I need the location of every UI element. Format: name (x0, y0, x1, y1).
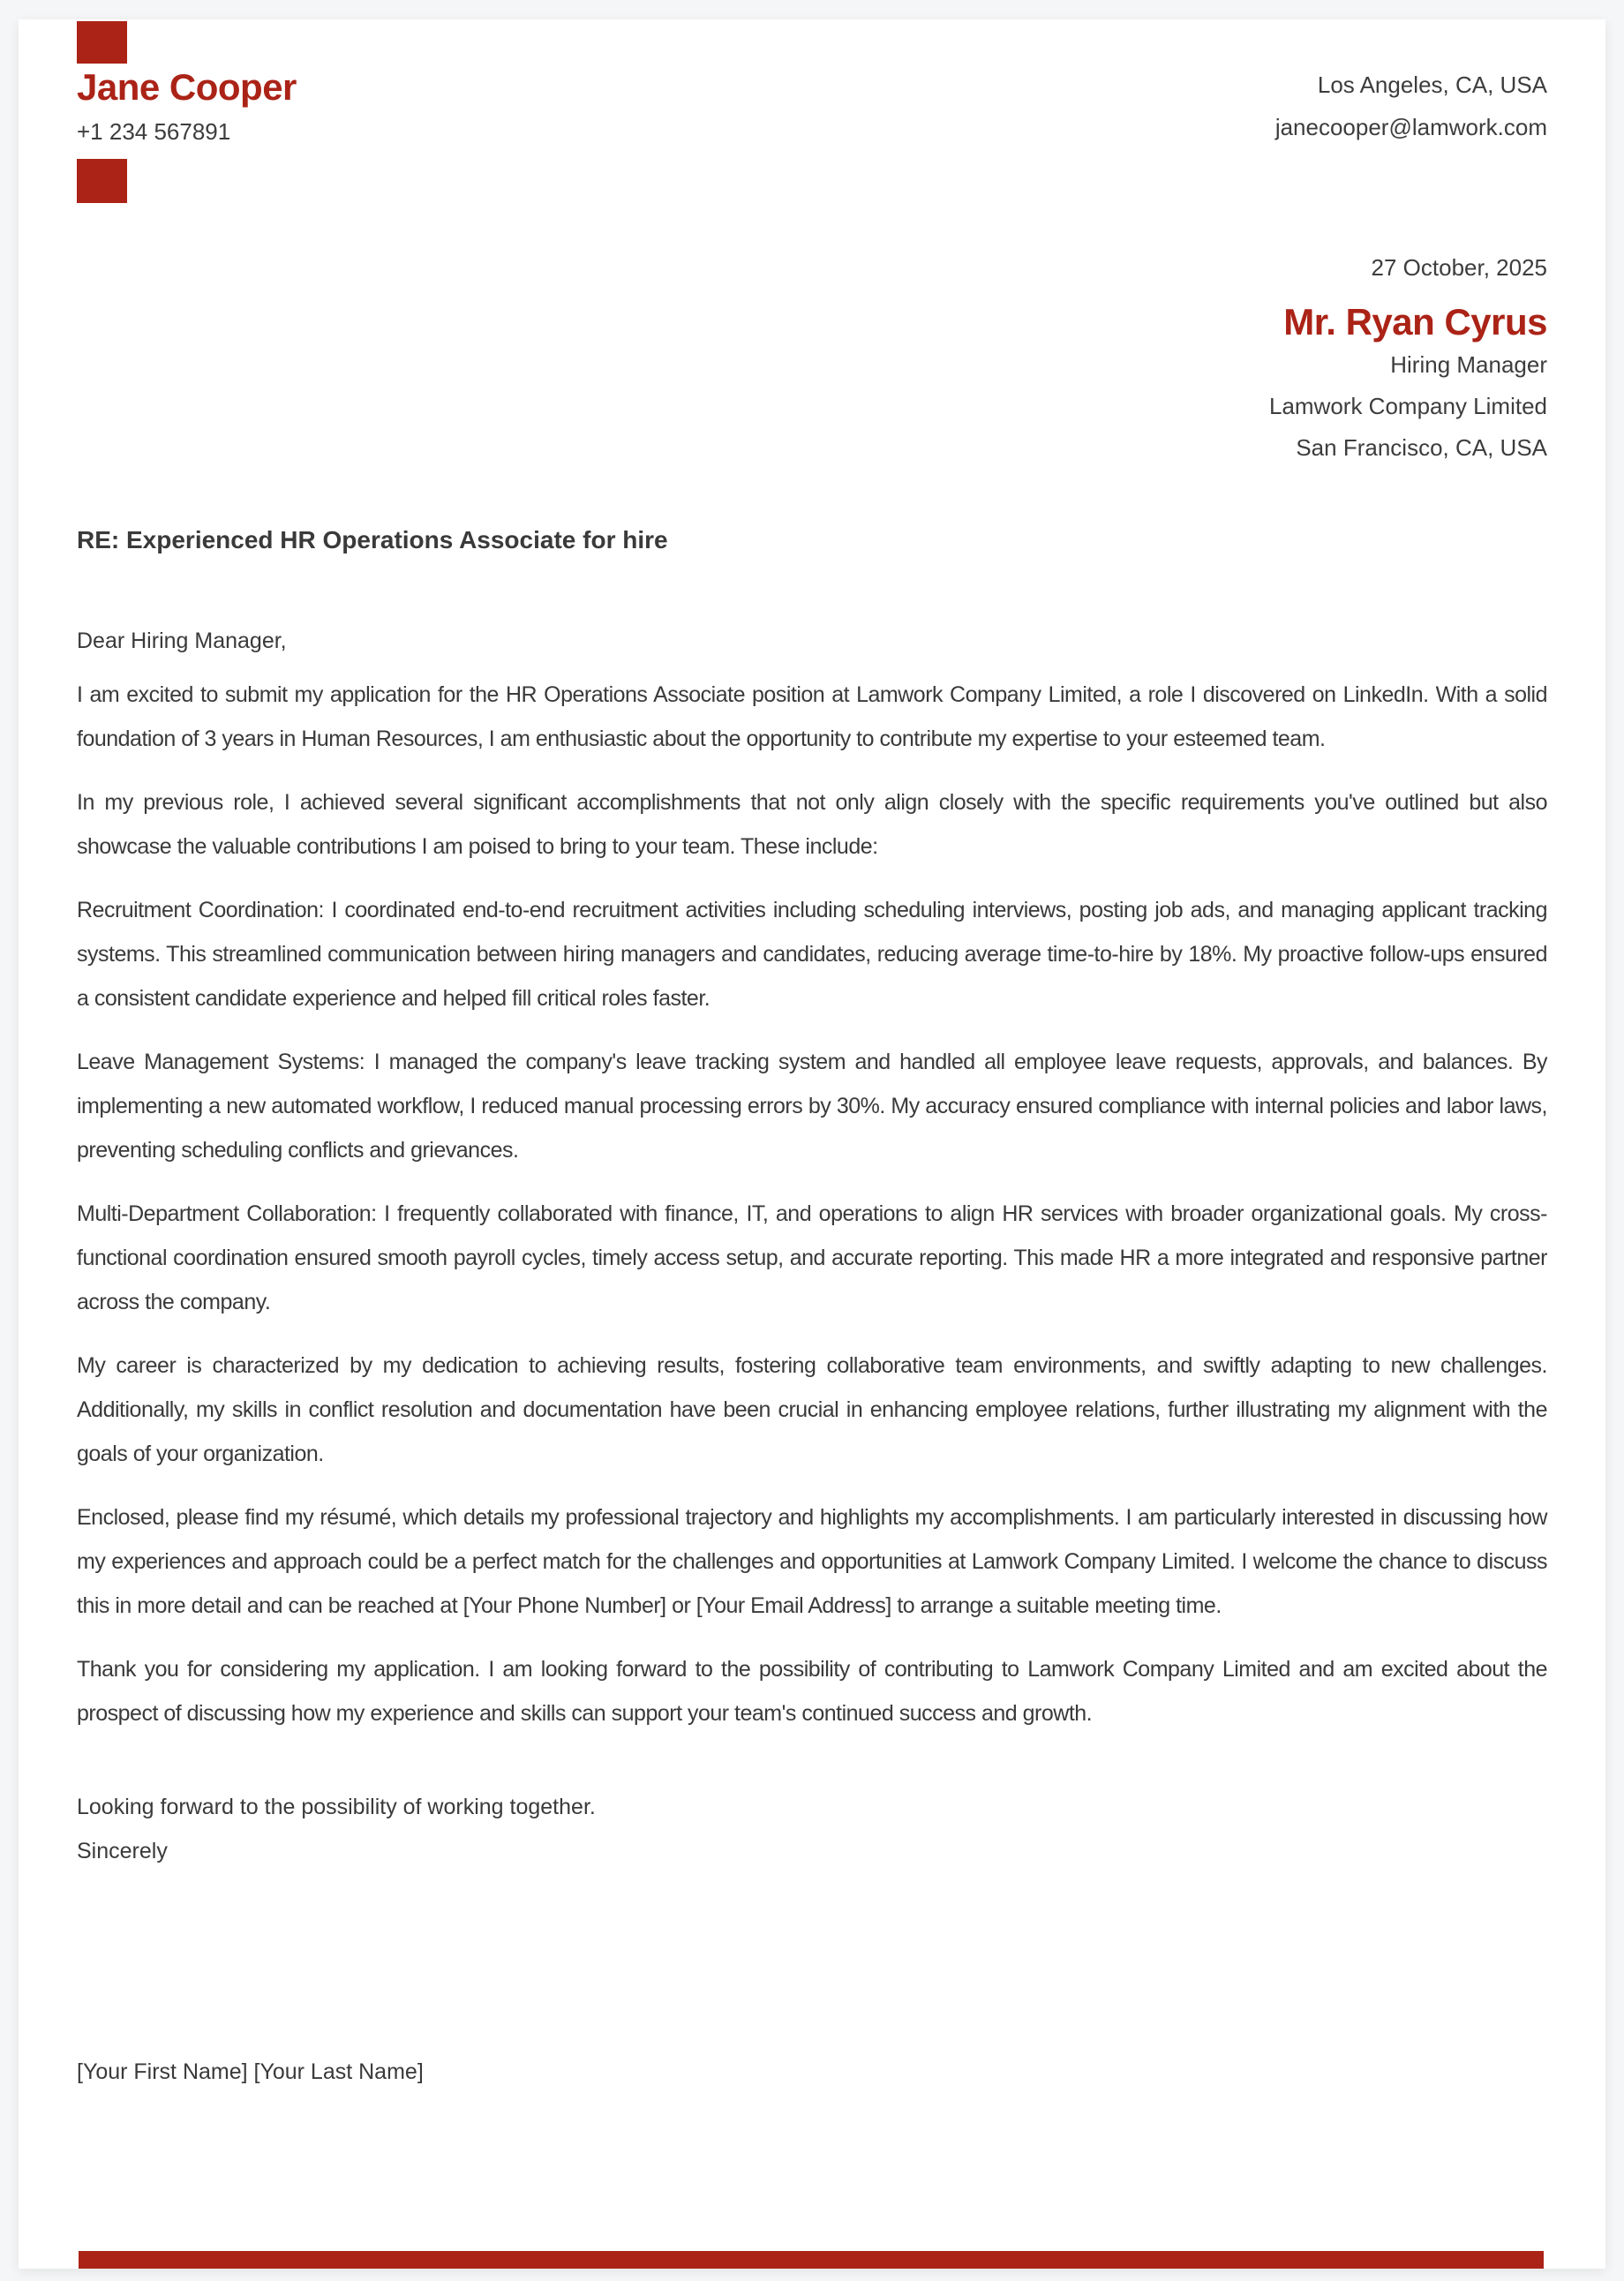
accent-square-top (77, 21, 127, 64)
recipient-location: San Francisco, CA, USA (1296, 434, 1547, 461)
letter-paragraph: I am excited to submit my application for the HR Operations Associate position at Lamwork Company Limited, a role I discovered on LinkedIn. With a solid foundation of 3 years in Human Resources, I am enthusiastic about the opportunity to contribute my expertise to your esteemed team. (77, 682, 1547, 751)
sender-phone: +1 234 567891 (77, 118, 231, 145)
salutation: Dear Hiring Manager, (77, 629, 287, 653)
sign-off: Sincerely (77, 1839, 168, 1863)
recipient-block (77, 254, 1547, 469)
sender-identity-block (77, 19, 297, 203)
sender-email: janecooper@lamwork.com (1274, 114, 1547, 140)
letter-paragraph: Enclosed, please find my résumé, which details my professional trajectory and highlights my accomplishments. I am particularly interested in discussing how my experiences and approach could be a perfect match for the challenges and opportunities at Lamwork Company Limited. I welcome the chance to discuss this in more detail and can be reached at [Your Phone Number] or [Your Email Address] to arrange a suitable meeting time. (77, 1505, 1547, 1618)
sender-name: Jane Cooper (77, 66, 297, 108)
closing-block (77, 1785, 1547, 1873)
letter-paragraph: Leave Management Systems: I managed the company's leave tracking system and handled all employee leave requests, approvals, and balances. By implementing a new automated workflow, I reduced manual processing errors by 30%. My accuracy ensured compliance with internal policies and labor laws, preventing scheduling conflicts and grievances. (77, 1050, 1547, 1163)
closing-line: Looking forward to the possibility of working together. (77, 1795, 596, 1819)
footer-accent-bar (79, 2251, 1544, 2269)
letter-paragraph: In my previous role, I achieved several significant accomplishments that not only align closely with the specific requirements you've outlined but also showcase the valuable contributions I am poised to bring to your team. These include: (77, 790, 1547, 859)
recipient-company: Lamwork Company Limited (1268, 393, 1547, 419)
accent-square-bottom (77, 159, 127, 203)
letter-paragraph: Thank you for considering my application. I am looking forward to the possibility of contributing to Lamwork Company Limited and am excited about the prospect of discussing how my experience and skills can support your team's continued success and growth. (77, 1657, 1547, 1726)
letter-page (19, 19, 1605, 2269)
letter-paragraph: My career is characterized by my dedication to achieving results, fostering collaborative team environments, and swiftly adapting to new challenges. Additionally, my skills in conflict resolution and documentation have been crucial in enhancing employee relations, further illustrating my alignment with the goals of your organization. (77, 1353, 1547, 1466)
sender-contact-block (1275, 19, 1547, 148)
letter-date: 27 October, 2025 (1371, 254, 1547, 281)
recipient-title: Hiring Manager (1390, 351, 1547, 378)
signature-placeholder: [Your First Name] [Your Last Name] (77, 2059, 424, 2084)
letter-header (77, 19, 1547, 203)
letter-body (77, 673, 1547, 1735)
recipient-name: Mr. Ryan Cyrus (1283, 301, 1547, 343)
sender-location: Los Angeles, CA, USA (1317, 72, 1547, 98)
letter-paragraph: Multi-Department Collaboration: I frequently collaborated with finance, IT, and operations to align HR services with broader organizational goals. My cross-functional coordination ensured smooth payroll cycles, timely access setup, and accurate reporting. This made HR a more integrated and responsive partner across the company. (77, 1201, 1547, 1314)
letter-paragraph: Recruitment Coordination: I coordinated end-to-end recruitment activities including scheduling interviews, posting job ads, and managing applicant tracking systems. This streamlined communication between hiring managers and candidates, reducing average time-to-hire by 18%. My proactive follow-ups ensured a consistent candidate experience and helped fill critical roles faster. (77, 898, 1547, 1011)
subject-line: RE: Experienced HR Operations Associate for hire (77, 526, 668, 553)
